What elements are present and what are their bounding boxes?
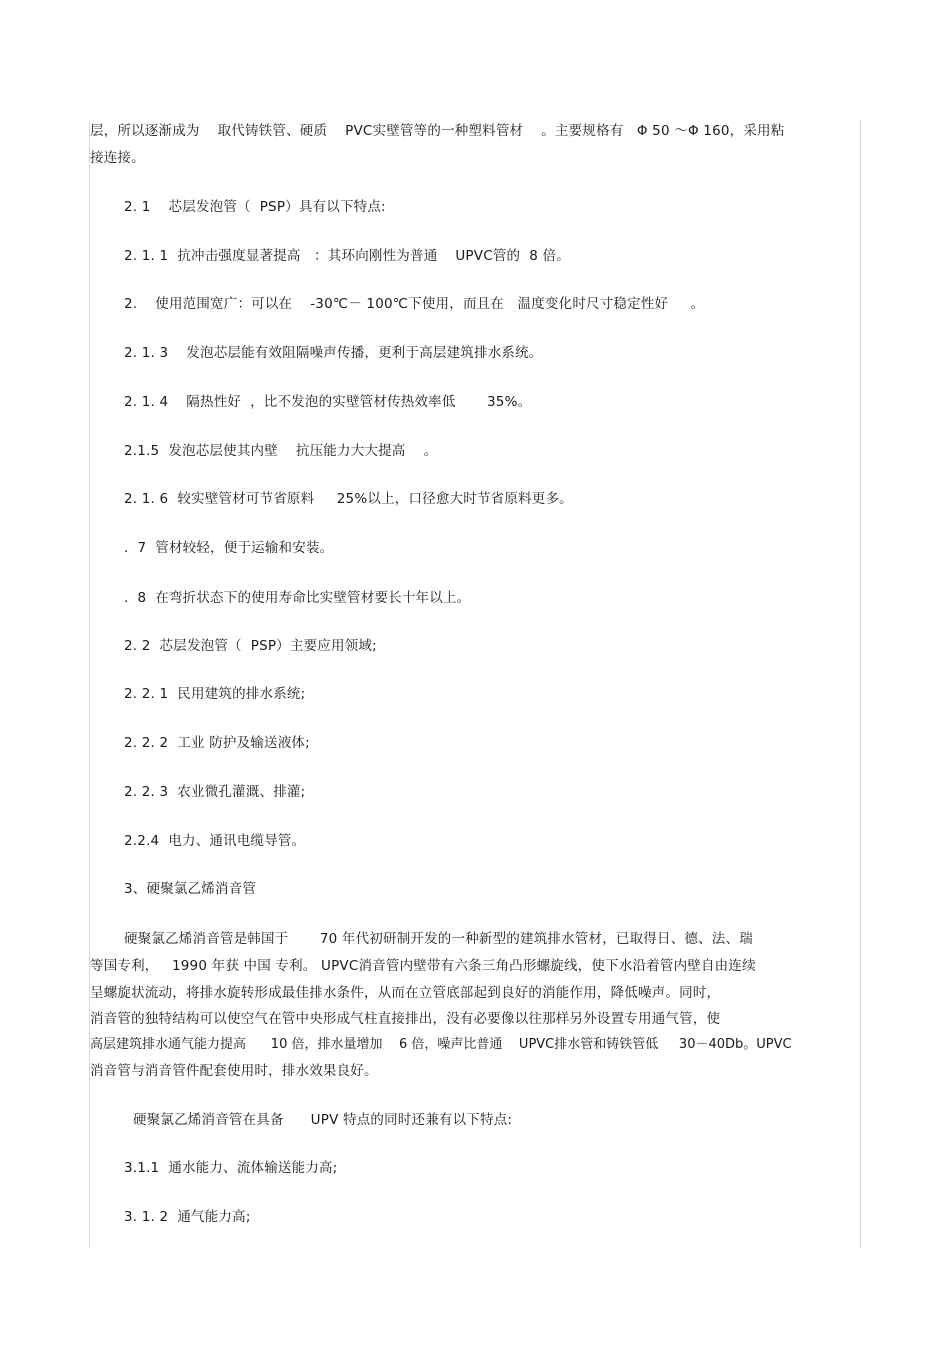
section-3-heading: 3、硬聚氯乙烯消音管 — [124, 881, 257, 897]
list-item-2-2-2: 2. 2. 2 工业 防护及输送液体; — [124, 735, 310, 751]
paragraph-line-2: 等国专利， 1990 年获 中国 专利。 UPVC消音管内壁带有六条三角凸形螺旋线，使下水沿着管内壁自由连续 — [90, 958, 756, 974]
page-border-right — [860, 120, 861, 1248]
paragraph-line-1: 硬聚氯乙烯消音管是韩国于 70 年代初研制开发的一种新型的建筑排水管材，已取得日、德、法、瑞 — [124, 931, 753, 947]
section-2-2-heading: 2. 2 芯层发泡管（ PSP）主要应用领域; — [124, 638, 377, 654]
list-item-2-1-7: . 7 管材较轻，便于运输和安装。 — [124, 540, 334, 556]
paragraph-line-6: 消音管与消音管件配套使用时，排水效果良好。 — [90, 1063, 378, 1079]
list-item-2-1-2: 2. 使用范围宽广：可以在 -30℃－ 100℃下使用，而且在 温度变化时尺寸稳定性好 。 — [124, 296, 705, 312]
list-item-3-1-1: 3.1.1 通水能力、流体输送能力高; — [124, 1160, 338, 1176]
list-item-2-2-3: 2. 2. 3 农业微孔灌溉、排灌; — [124, 784, 306, 800]
list-item-3-1-2: 3. 1. 2 通气能力高; — [124, 1209, 251, 1225]
list-item-2-1-6: 2. 1. 6 较实壁管材可节省原料 25%以上，口径愈大时节省原料更多。 — [124, 491, 573, 507]
list-item-2-2-4: 2.2.4 电力、通讯电缆导管。 — [124, 833, 306, 849]
list-item-2-1-3: 2. 1. 3 发泡芯层能有效阻隔噪声传播，更利于高层建筑排水系统。 — [124, 345, 543, 361]
paragraph-line-3: 呈螺旋状流动，将排水旋转形成最佳排水条件，从而在立管底部起到良好的消能作用，降低噪声。同时， — [90, 985, 721, 1001]
list-item-2-1-4: 2. 1. 4 隔热性好 ，比不发泡的实壁管材传热效率低 35%。 — [124, 394, 532, 410]
features-intro: 硬聚氯乙烯消音管在具备 UPV 特点的同时还兼有以下特点: — [133, 1112, 513, 1128]
section-2-1-heading: 2. 1 芯层发泡管（ PSP）具有以下特点: — [124, 199, 386, 215]
paragraph-line-5: 高层建筑排水通气能力提高 10 倍，排水量增加 6 倍，噪声比普通 UPVC排水管和铸铁管低 30－40Db。UPVC — [90, 1037, 792, 1052]
list-item-2-1-5: 2.1.5 发泡芯层使其内壁 抗压能力大大提高 。 — [124, 443, 438, 459]
paragraph-line-4: 消音管的独特结构可以使空气在管中央形成气柱直接排出，没有必要像以往那样另外设置专用通气管，使 — [90, 1011, 721, 1027]
intro-line-2: 接连接。 — [90, 150, 145, 166]
intro-line-1: 层，所以逐渐成为 取代铸铁管、硬质 PVC实壁管等的一种塑料管材 。主要规格有 Φ 50 ～Φ 160，采用粘 — [90, 123, 785, 139]
list-item-2-1-1: 2. 1. 1 抗冲击强度显著提高 ：其环向刚性为普通 UPVC管的 8 倍。 — [124, 248, 570, 264]
list-item-2-1-8: . 8 在弯折状态下的使用寿命比实壁管材要长十年以上。 — [124, 590, 471, 606]
list-item-2-2-1: 2. 2. 1 民用建筑的排水系统; — [124, 686, 306, 702]
